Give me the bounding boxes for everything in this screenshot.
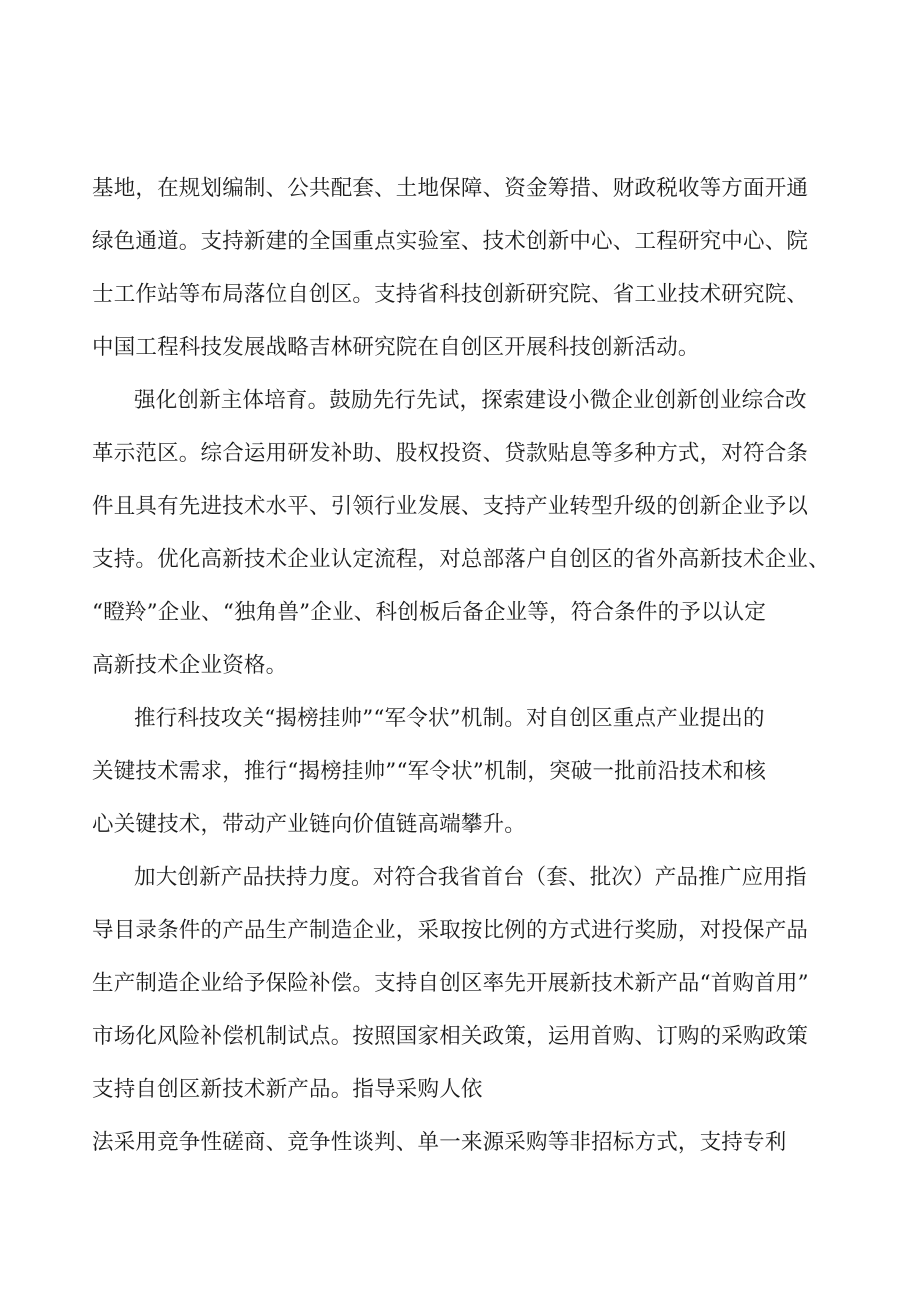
paragraph-line: 基地，在规划编制、公共配套、土地保障、资金筹措、财政税收等方面开通 [92, 176, 809, 201]
paragraph-line: 心关键技术，带动产业链向价值链高端攀升。 [92, 812, 527, 837]
paragraph-line: 高新技术企业资格。 [92, 653, 288, 678]
paragraph-line: 强化创新主体培育。鼓励先行先试，探索建设小微企业创新创业综合改 [134, 388, 807, 413]
paragraph-line: 支持。优化高新技术企业认定流程，对总部落户自创区的省外高新技术企业、 [92, 547, 830, 572]
paragraph-line: 市场化风险补偿机制试点。按照国家相关政策，运用首购、订购的采购政策 [92, 1024, 809, 1049]
paragraph-line: 导目录条件的产品生产制造企业，采取按比例的方式进行奖励，对投保产品 [92, 918, 809, 943]
paragraph-line: 士工作站等布局落位自创区。支持省科技创新研究院、省工业技术研究院、 [92, 282, 809, 307]
paragraph-line: 推行科技攻关“揭榜挂帅”“军令状”机制。对自创区重点产业提出的 [134, 706, 765, 731]
paragraph-line: 关键技术需求，推行“揭榜挂帅”“军令状”机制，突破一批前沿技术和核 [92, 759, 767, 784]
paragraph-line: 件且具有先进技术水平、引领行业发展、支持产业转型升级的创新企业予以 [92, 494, 809, 519]
paragraph-line: 法采用竞争性磋商、竞争性谈判、单一来源采购等非招标方式，支持专利 [92, 1130, 787, 1155]
paragraph-line: “瞪羚”企业、“独角兽”企业、科创板后备企业等，符合条件的予以认定 [92, 600, 767, 625]
paragraph-line: 生产制造企业给予保险补偿。支持自创区率先开展新技术新产品“首购首用” [92, 971, 809, 996]
paragraph-line: 绿色通道。支持新建的全国重点实验室、技术创新中心、工程研究中心、院 [92, 229, 809, 254]
paragraph-line: 加大创新产品扶持力度。对符合我省首台（套、批次）产品推广应用指 [134, 865, 807, 890]
paragraph-line: 革示范区。综合运用研发补助、股权投资、贷款贴息等多种方式，对符合条 [92, 441, 809, 466]
paragraph-line: 支持自创区新技术新产品。指导采购人依 [92, 1077, 483, 1102]
paragraph-line: 中国工程科技发展战略吉林研究院在自创区开展科技创新活动。 [92, 335, 700, 360]
